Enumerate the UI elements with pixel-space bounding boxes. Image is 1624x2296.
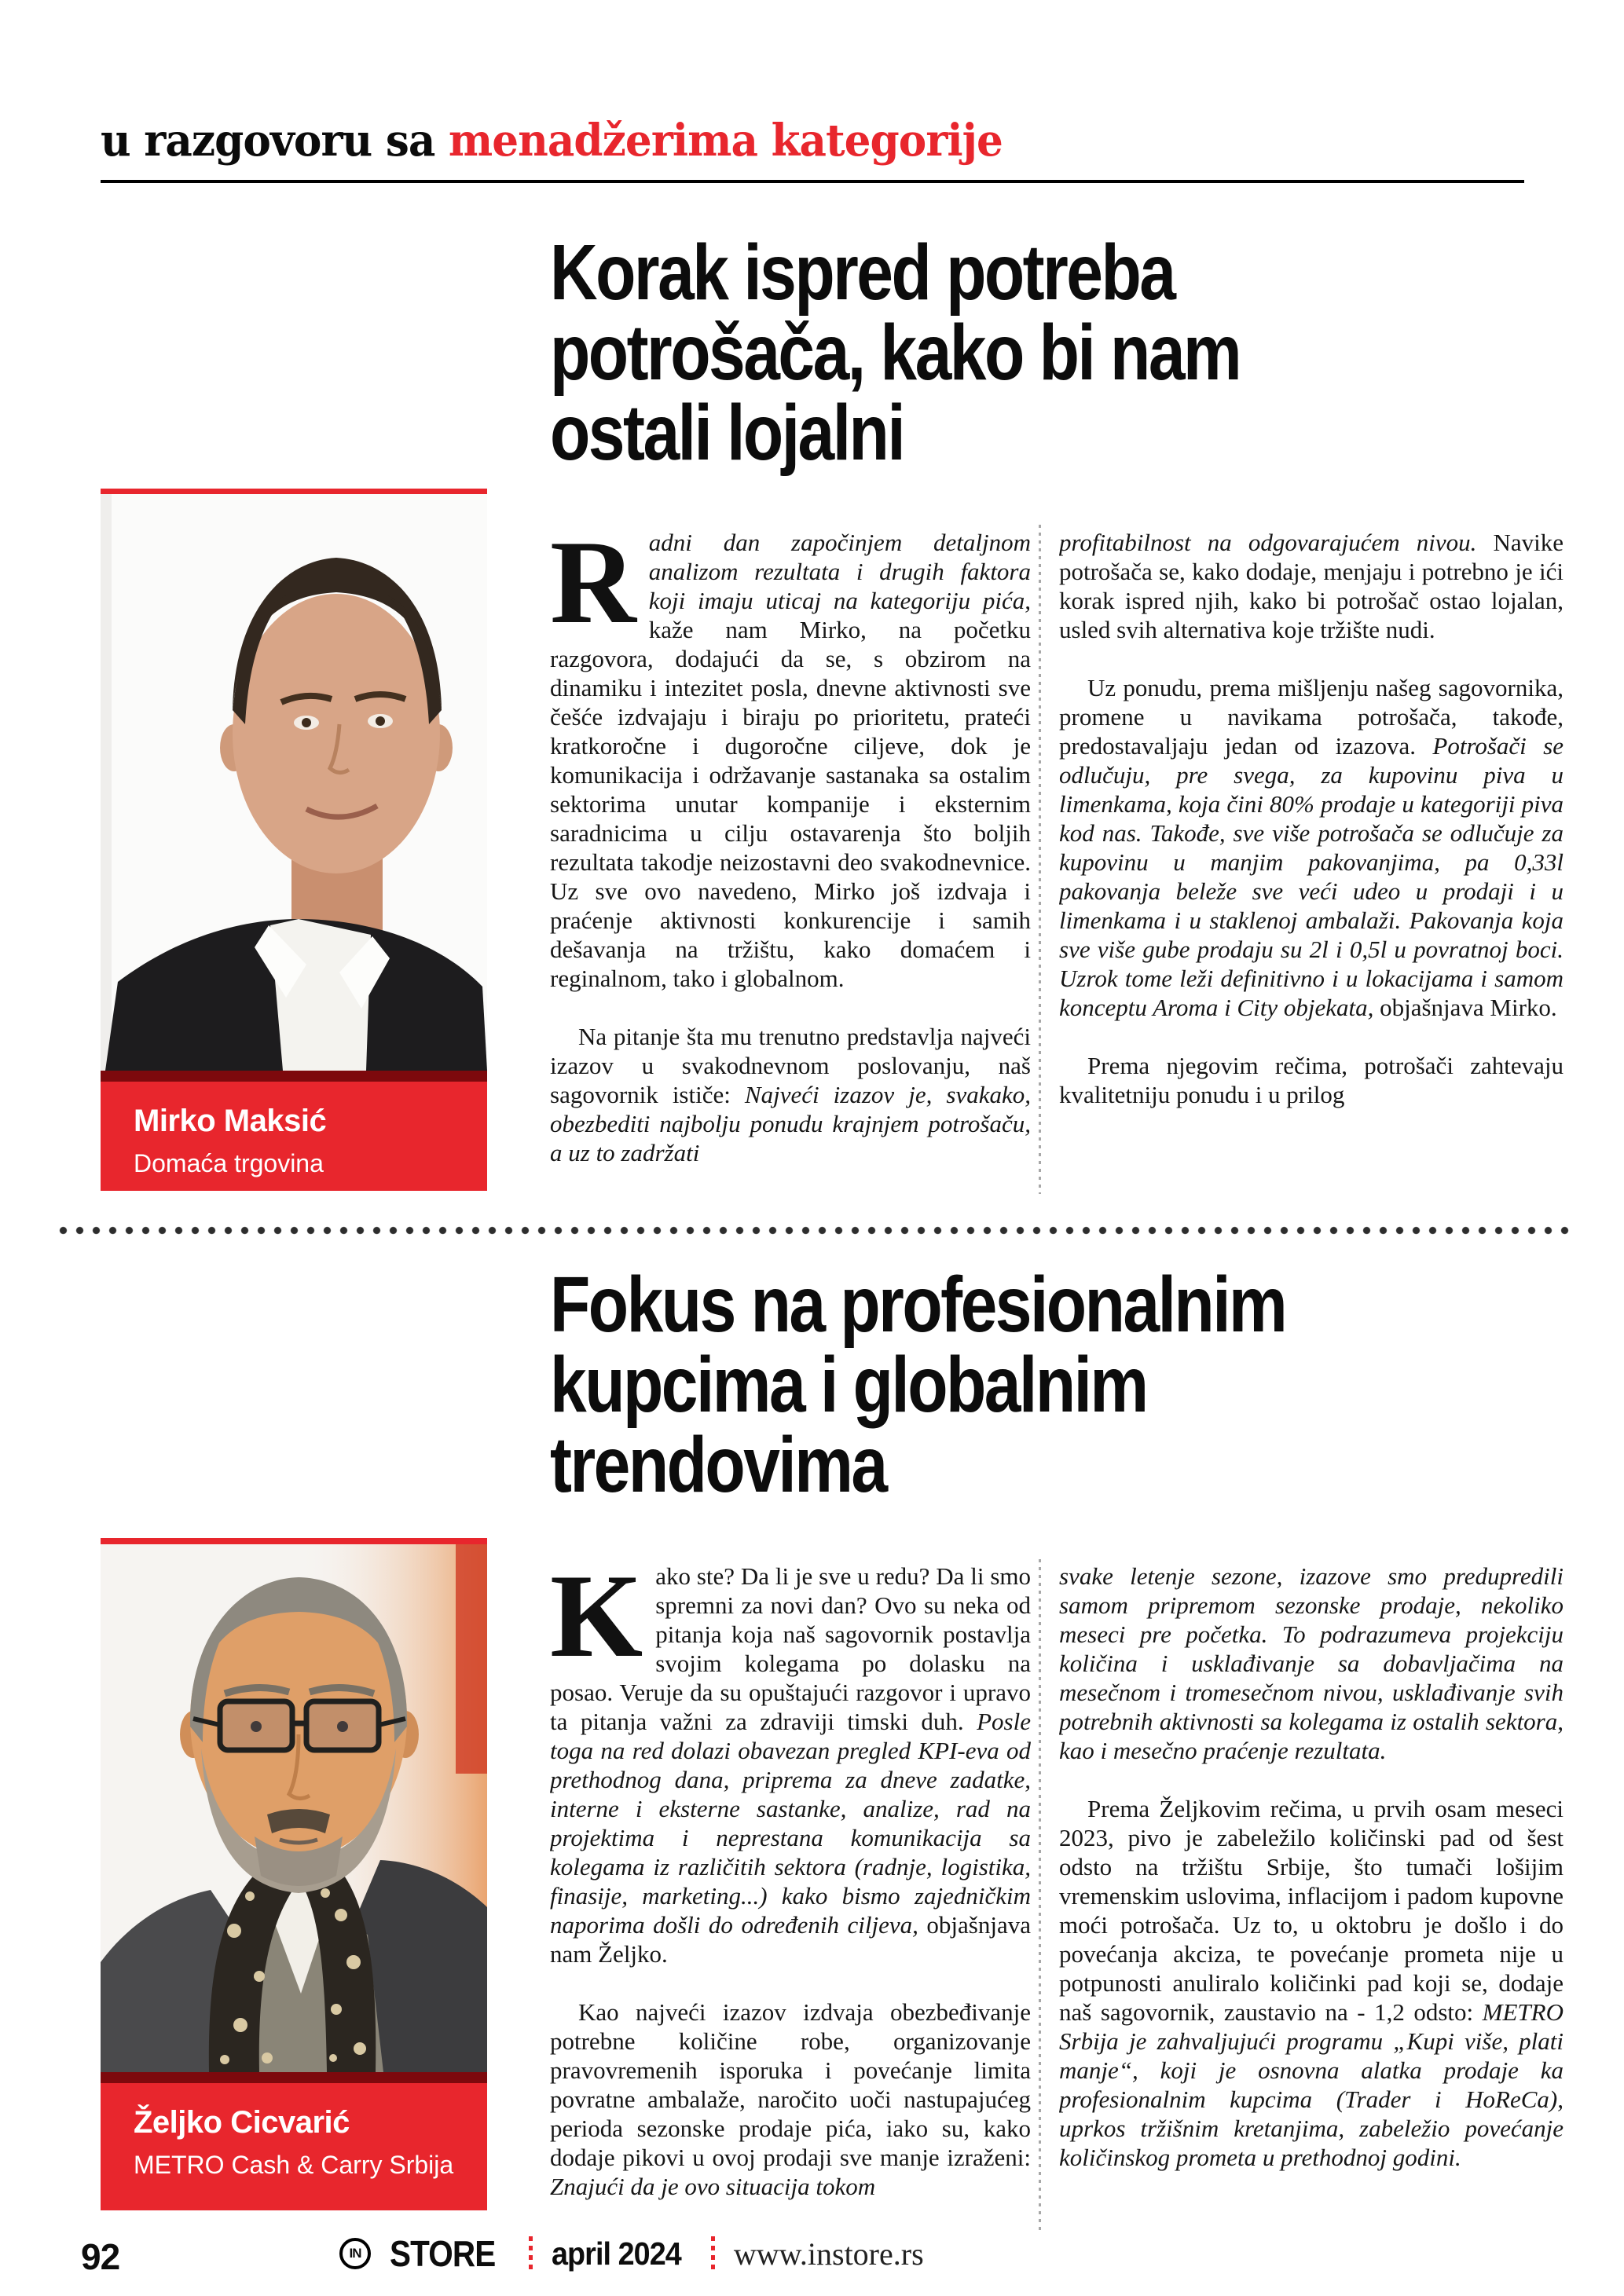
body-paragraph	[550, 1022, 1031, 1167]
portrait-illustration-zeljko	[101, 1538, 487, 2072]
body-text: Prema Željkovim rečima, u prvih osam meseci 2023, pivo je zabeležilo količinski pad od šest odsto na tržištu Srbije, što tumači lošijim vremenskim uslovima, inflacijom i padom kupovne moći potrošača. Uz to, u oktobru je došlo i do povećanja akciza, te povećanje prometa nije u potpunosti anuliralo količinki pad koji se, dodaje naš sagovornik, zaustavio na - 1,2 odsto:	[1059, 1795, 1564, 2026]
drop-cap: R	[550, 528, 636, 648]
person-role: Domaća trgovina	[134, 1149, 324, 1177]
body-paragraph	[1059, 1051, 1564, 1109]
body-text: Prema njegovim rečima, potrošači zahtevaju kvalitetniju ponudu i u prilog	[1059, 1052, 1564, 1108]
title-line: Fokus na profesionalnim	[550, 1261, 1286, 1349]
body-text: Kao najveći izazov izdvaja obezbeđivanje potrebne količine robe, organizovanje pravovremenih isporuka i povećanje limita povratne ambalaže, naročito uoči nastupajućeg perioda sezonske prodaje pića, iako su, kako dodaje pikovi u ovoj prodaji sve manje izraženi:	[550, 1998, 1031, 2171]
body-paragraph	[1059, 1562, 1564, 1765]
website-url: www.instore.rs	[733, 2236, 924, 2272]
body-text: Na pitanje šta mu trenutno predstavlja najveći izazov u svakodnevnom poslovanju, naš sagovornik ističe:	[550, 1023, 1031, 1108]
person-role: METRO Cash & Carry Srbija	[134, 2151, 454, 2179]
article2-column-1	[550, 1562, 1031, 2214]
quote-text: METRO Srbija je zahvaljujući programu „Kupi više, plati manje“, koji je osnovna alatka prodaje ka profesionalnim kupcima (Trader i HoReCa), uprkos tržišnim kretanjima, zabeležio povećanje količinskog prometa u prethodnoj godini.	[1059, 1998, 1564, 2171]
title-line: trendovima	[550, 1421, 886, 1509]
column-rule	[1039, 1559, 1041, 2233]
body-text: objašnjava nam Željko.	[550, 1911, 1031, 1968]
article2-column-2	[1059, 1562, 1564, 2214]
article1-title	[550, 229, 1241, 477]
body-paragraph	[1059, 528, 1564, 644]
title-line: kupcima i globalnim	[550, 1341, 1147, 1429]
quote-text: Posle toga na red dolazi obavezan pregled KPI-eva od prethodnog dana, priprema za dneve zadatke, interne i eksterne sastanke, analize, rad na projektima i neprestana komunikacija sa kolegama iz različitih sektora (radnje, logistika, finasije, marketing...) kako bismo zajedničkim naporima došli do određenih ciljeva,	[550, 1708, 1031, 1939]
body-text: Navike potrošača se, kako dodaje, menjaju i potrebno je ići korak ispred njih, kako bi potrošač ostao lojalan, usled svih alternativa koje tržište nudi.	[1059, 529, 1564, 643]
person-name: Mirko Maksić	[134, 1104, 327, 1138]
brand-store-wordmark: STORE	[390, 2233, 496, 2274]
kicker-text-black: u razgovoru sa	[101, 115, 449, 167]
portrait-illustration-mirko	[101, 489, 487, 1071]
person-name: Željko Cicvarić	[134, 2105, 350, 2140]
issue-date: april 2024	[551, 2235, 681, 2272]
body-text: objašnjava Mirko.	[1373, 994, 1557, 1021]
article2-title	[550, 1261, 1286, 1509]
quote-text: Potrošači se odlučuju, pre svega, za kupovinu piva u limenkama, koja čini 80% prodaje u kategoriji piva kod nas. Takođe, sve više potrošača se odlučuje za kupovinu u manjim pakovanjima, pa 0,33l pakovanja beleže sve veći udeo u prodaji i u limenkama i u staklenoj ambalaži. Pakovanja koja sve više gube prodaju su 2l i 0,5l u povratnoj boci. Uzrok tome leži definitivno i u lokacijama i samom konceptu Aroma i City objekata,	[1059, 732, 1564, 1021]
footer-brand-row	[339, 2229, 924, 2278]
drop-cap: K	[550, 1562, 643, 1682]
article1-portrait-photo	[101, 489, 487, 1071]
body-paragraph	[550, 1562, 1031, 1968]
quote-text: Najveći izazov je, svakako, obezbediti najbolju ponudu krajnjem potrošaču, a uz to zadržati	[550, 1081, 1031, 1166]
column-rule	[1039, 525, 1041, 1194]
articles-divider	[55, 1226, 1573, 1235]
quote-text: profitabilnost na odgovarajućem nivou.	[1059, 529, 1477, 556]
body-text: kaže nam Mirko, na početku razgovora, dodajući da se, s obzirom na dinamiku i intezitet posla, dnevne aktivnosti sve češće izdvajaju i biraju po prioritetu, prateći kratkoročne i dugoročne ciljeve, dok je komunikacija i održavanje sastanaka sa ostalim sektorima unutar kompanije i eksternim saradnicima u cilju ostavarenja što boljih rezultata takodje neizostavni deo svakodnevnice. Uz sve ovo navedeno, Mirko još izdvaja i praćenje aktivnosti konkurencije i samih dešavanja na tržištu, kako domaćem i reginalnom, tako i globalnom.	[550, 616, 1031, 992]
page-footer	[0, 2229, 1624, 2278]
title-line: Korak ispred potreba	[550, 229, 1175, 317]
article1-caption	[101, 1071, 487, 1191]
quote-text: svake letenje sezone, izazove smo predupredili samom pripremom sezonske prodaje, nekoliko meseci pre početka. To podrazumeva projekciju količina i usklađivanje sa dobavljačima na mesečnom i tromesečnom nivou, usklađivanje svih potrebnih aktivnosti sa kolegama iz ostalih sektora, kao i mesečno praćenje rezultata.	[1059, 1562, 1564, 1764]
article2-portrait-photo	[101, 1538, 487, 2072]
article1-column-1	[550, 528, 1031, 1202]
kicker-rule	[101, 180, 1524, 183]
title-line: potrošača, kako bi nam	[550, 309, 1241, 397]
footer-dotted-separator	[711, 2236, 715, 2271]
body-text: Uz ponudu, prema mišljenju našeg sagovornika, promene u navikama potrošača, takođe, predostavaljaju jedan od izazova.	[1059, 674, 1564, 760]
kicker-text-red: menadžerima kategorije	[448, 115, 1003, 167]
article2-caption	[101, 2072, 487, 2210]
body-text: ako ste? Da li je sve u redu? Da li smo spremni za novi dan? Ovo su neka od pitanja koja naš sagovornik postavlja svojim kolegama po dolasku na posao. Veruje da su opuštajući razgovor i upravo ta pitanja važni za zdraviji timski duh.	[550, 1562, 1031, 1735]
instore-circle-logo-icon: IN	[339, 2238, 371, 2269]
title-line: ostali lojalni	[550, 389, 904, 477]
body-paragraph	[550, 1998, 1031, 2201]
footer-dotted-separator	[529, 2236, 533, 2271]
section-kicker	[101, 115, 1003, 167]
article1-column-2	[1059, 528, 1564, 1202]
quote-text: adni dan započinjem detaljnom analizom rezultata i drugih faktora koji imaju uticaj na kategoriju pića,	[648, 529, 1031, 614]
quote-text: Znajući da je ovo situacija tokom	[550, 2173, 876, 2200]
body-paragraph	[1059, 673, 1564, 1022]
body-paragraph	[1059, 1794, 1564, 2172]
page-number: 92	[81, 2236, 120, 2277]
body-paragraph	[550, 528, 1031, 993]
